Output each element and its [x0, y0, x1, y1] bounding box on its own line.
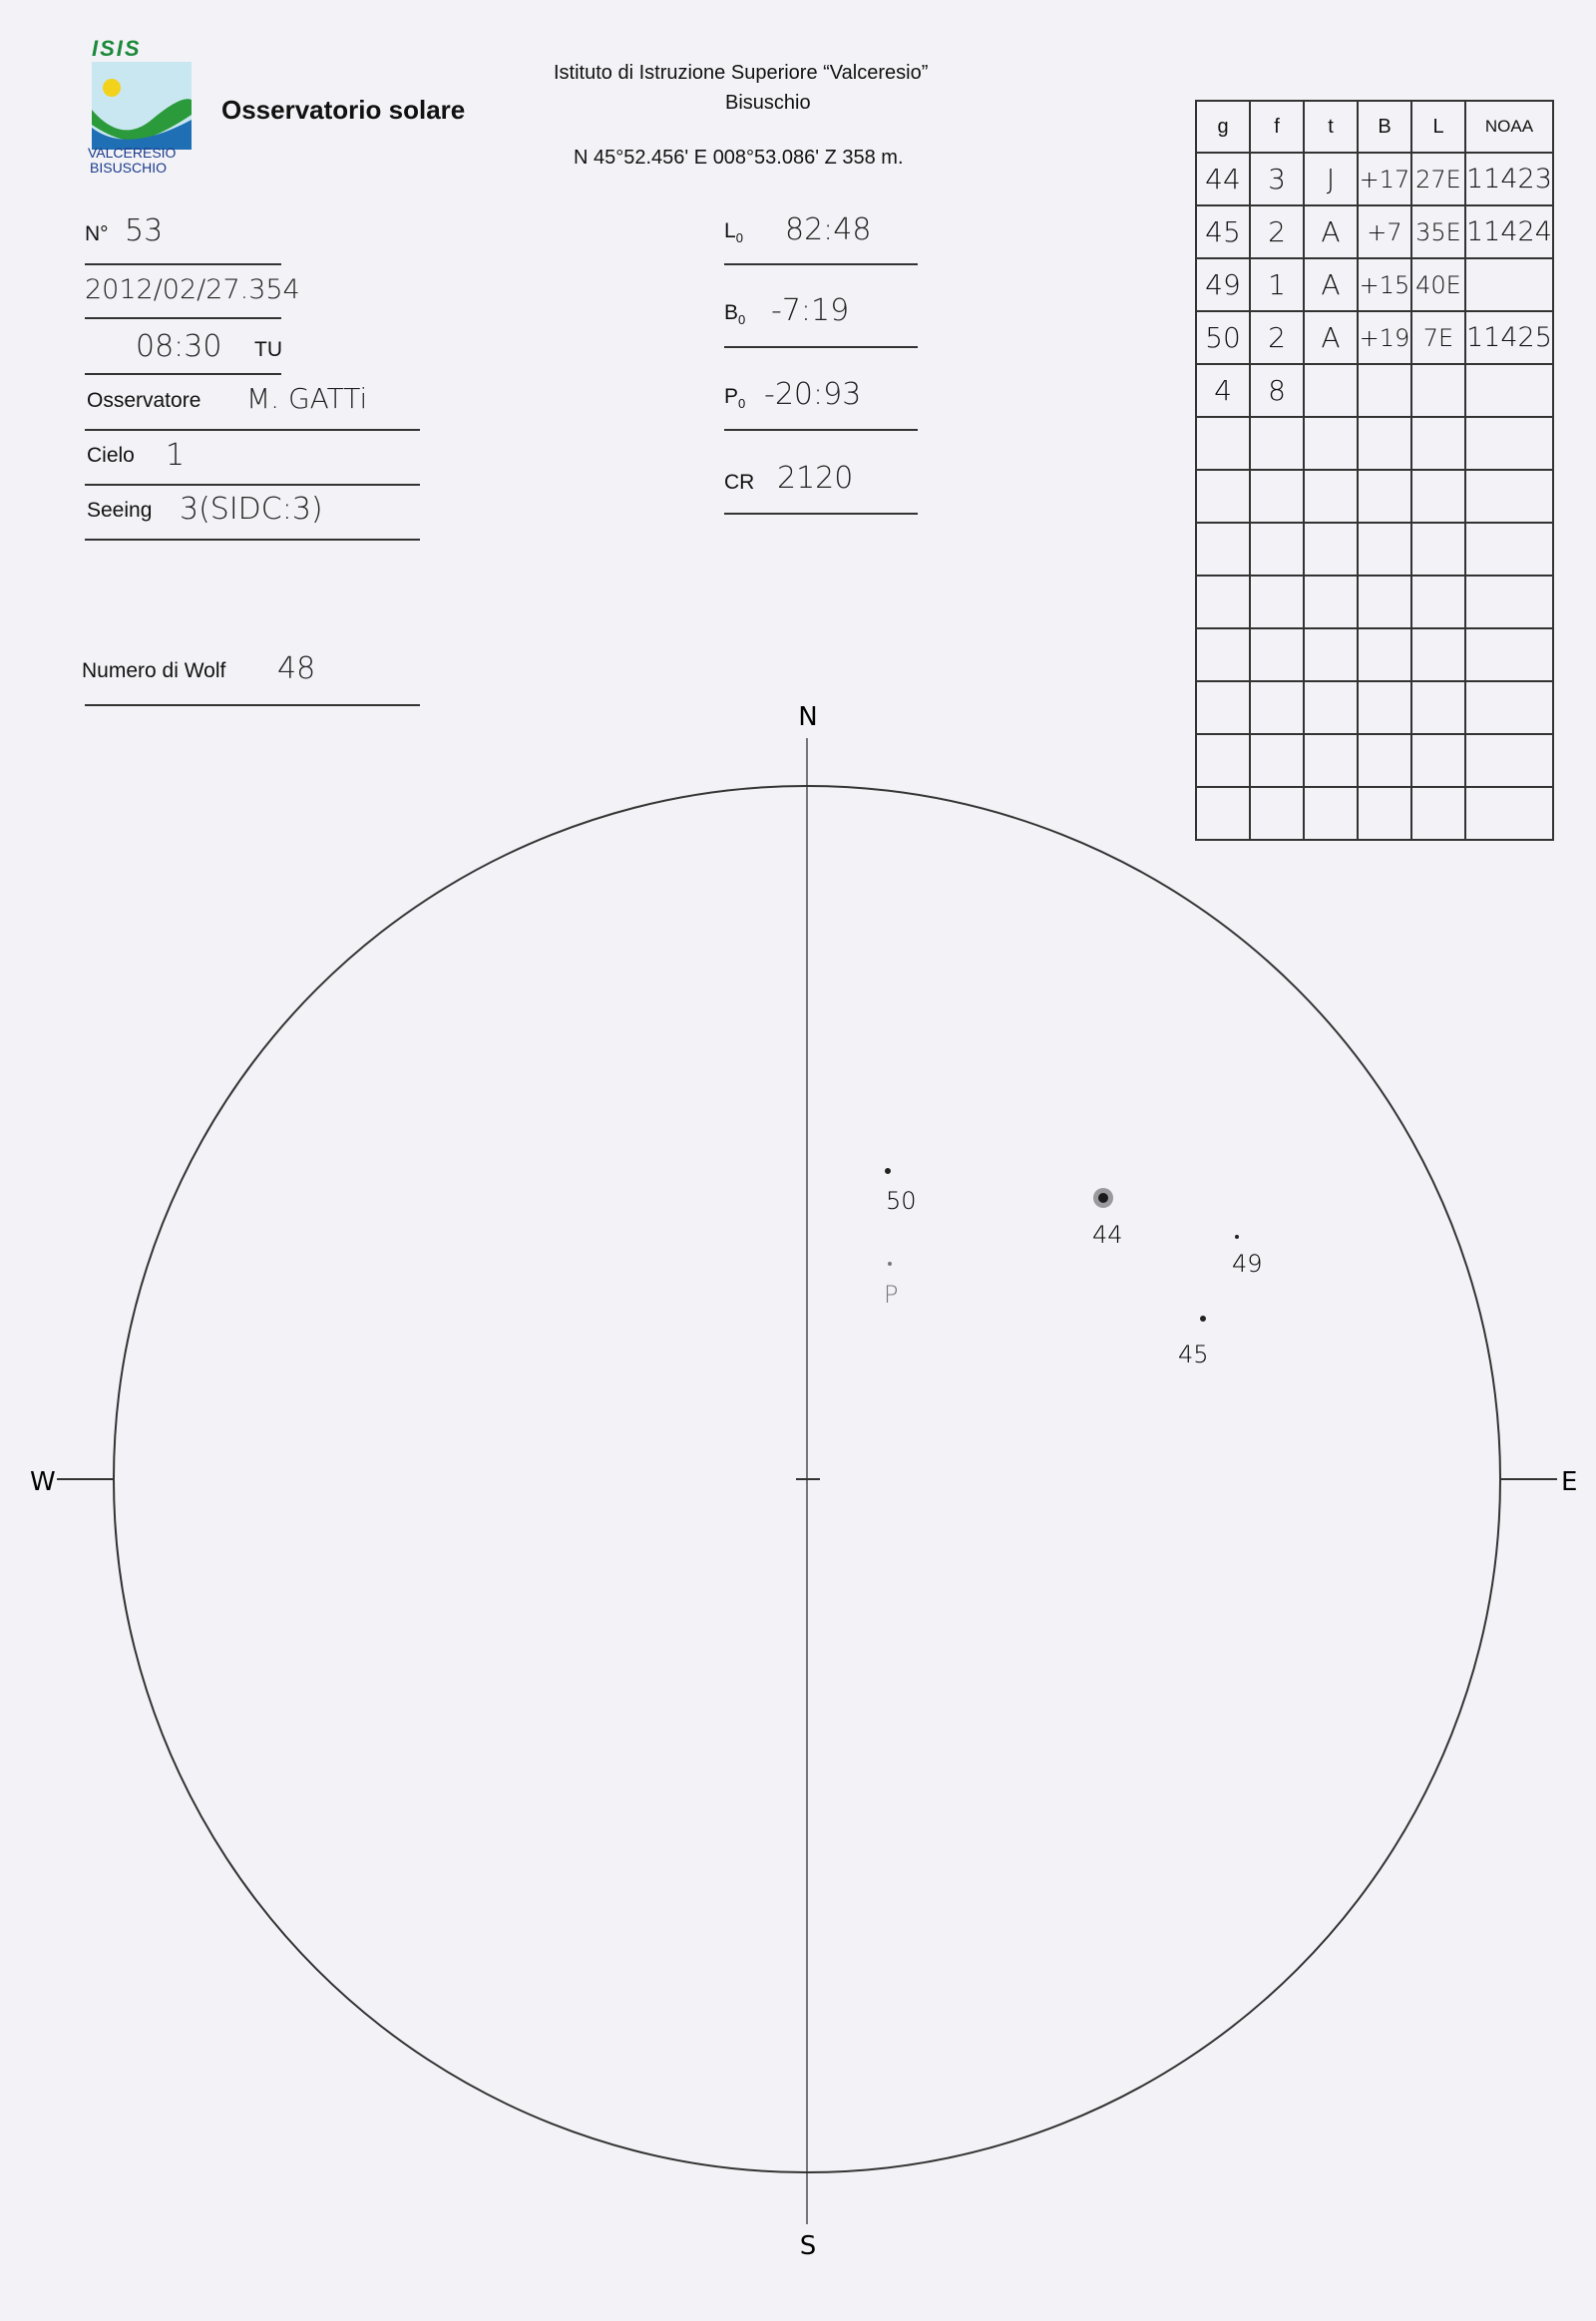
- observer-value: M. GATTi: [246, 382, 368, 415]
- cell-g: 49: [1196, 258, 1250, 311]
- seeing-value: 3(SIDC:3): [180, 492, 323, 527]
- cell-t: A: [1304, 205, 1358, 258]
- cell-g: 50: [1196, 311, 1250, 364]
- cell-b: +19: [1358, 311, 1411, 364]
- seeing-label: Seeing: [87, 499, 153, 522]
- sky-value: 1: [166, 438, 186, 473]
- wolf-value: 48: [277, 651, 316, 686]
- col-header-g: g: [1196, 101, 1250, 153]
- p0-label: $P_0$: [724, 385, 746, 412]
- group-label-45: 45: [1178, 1341, 1209, 1368]
- col-header-f: f: [1250, 101, 1304, 153]
- cr-label: CR: [724, 471, 755, 494]
- group-label-49: 49: [1232, 1250, 1263, 1278]
- group-label-50: 50: [886, 1187, 917, 1215]
- cr-value: 2120: [777, 461, 854, 496]
- cell-g: 4: [1196, 364, 1250, 417]
- time-unit: TU: [254, 338, 282, 361]
- pore-marker: [888, 1262, 892, 1266]
- wolf-label: Numero di Wolf: [82, 659, 226, 682]
- number-label: N°: [85, 222, 109, 245]
- cell-l: 40E: [1411, 258, 1465, 311]
- cell-f: 1: [1250, 258, 1304, 311]
- sky-label: Cielo: [87, 444, 135, 467]
- col-header-b: B: [1358, 101, 1411, 153]
- l0-value: 82:48: [785, 212, 872, 247]
- col-header-t: t: [1304, 101, 1358, 153]
- sunspot-group-50: [885, 1168, 891, 1174]
- cell-b: +15: [1358, 258, 1411, 311]
- north-label: N: [798, 702, 818, 732]
- sunspot-group-49: [1235, 1235, 1239, 1239]
- cell-f: 3: [1250, 153, 1304, 205]
- institute-name: Istituto di Istruzione Superiore “Valceresio”: [554, 62, 929, 84]
- col-header-l: L: [1411, 101, 1465, 153]
- east-label: E: [1561, 1467, 1578, 1497]
- b0-value: -7:19: [771, 293, 850, 328]
- cell-f: 2: [1250, 311, 1304, 364]
- cell-t: A: [1304, 258, 1358, 311]
- cell-l: 27E: [1411, 153, 1465, 205]
- pore-label: P: [884, 1281, 899, 1309]
- south-label: S: [799, 2231, 817, 2261]
- number-value: 53: [125, 213, 164, 248]
- col-header-noaa: NOAA: [1465, 101, 1553, 153]
- logo-subtitle-2: BISUSCHIO: [90, 160, 168, 176]
- l0-label: $L_0$: [724, 219, 743, 246]
- cell-g: 44: [1196, 153, 1250, 205]
- group-label-44: 44: [1092, 1221, 1123, 1249]
- site-coordinates: N 45°52.456' E 008°53.086' Z 358 m.: [574, 147, 904, 169]
- cell-g: 45: [1196, 205, 1250, 258]
- west-label: W: [30, 1467, 56, 1497]
- cell-noaa: 11424: [1465, 205, 1553, 258]
- cell-f: 8: [1250, 364, 1304, 417]
- sunspot-group-44: [1098, 1193, 1108, 1203]
- cell-b: +7: [1358, 205, 1411, 258]
- observer-label: Osservatore: [87, 389, 201, 412]
- sunspot-group-45: [1200, 1316, 1206, 1322]
- logo-subtitle-1: VALCERESIO: [88, 145, 177, 161]
- cell-t: J: [1304, 153, 1358, 205]
- b0-label: $B_0$: [724, 301, 746, 328]
- cell-noaa: 11425: [1465, 311, 1553, 364]
- cell-noaa: 11423: [1465, 153, 1553, 205]
- logo-wordmark: ISIS: [92, 36, 142, 61]
- p0-value: -20:93: [764, 377, 862, 412]
- cell-l: 35E: [1411, 205, 1465, 258]
- date-value: 2012/02/27.354: [85, 274, 300, 305]
- observatory-title: Osservatorio solare: [221, 95, 466, 125]
- institute-town: Bisuschio: [725, 92, 811, 114]
- cell-l: 7E: [1411, 311, 1465, 364]
- cell-f: 2: [1250, 205, 1304, 258]
- cell-t: A: [1304, 311, 1358, 364]
- cell-b: +17: [1358, 153, 1411, 205]
- time-value: 08:30: [136, 329, 222, 364]
